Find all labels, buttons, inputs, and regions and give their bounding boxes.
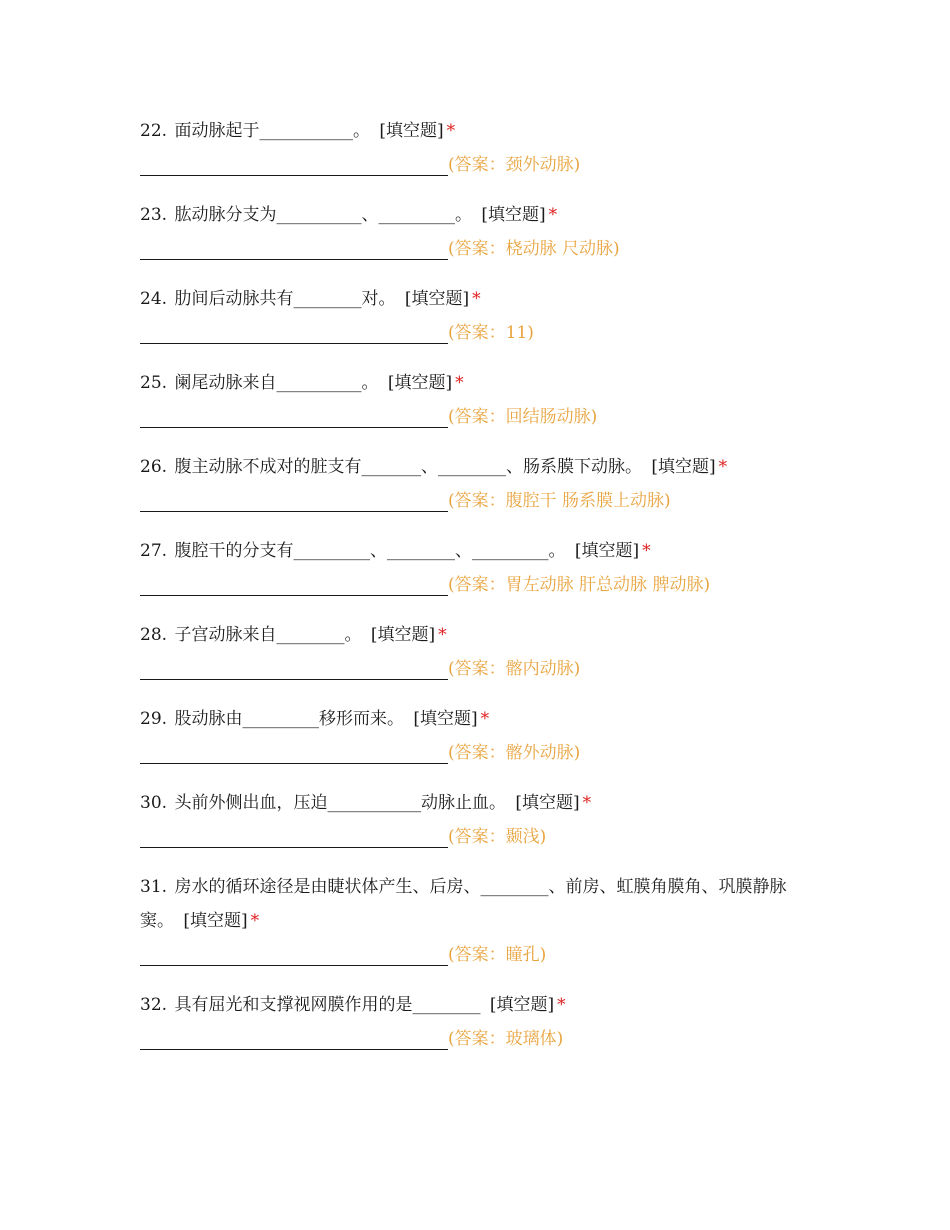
question-type-tag: [填空题] (574, 541, 640, 561)
question-number: 22. (140, 121, 168, 141)
answer-blank[interactable] (140, 487, 448, 512)
answer-blank[interactable] (140, 151, 448, 176)
answer-line (140, 1022, 820, 1056)
question-text-line (140, 282, 820, 316)
question-number: 27. (140, 541, 168, 561)
question-text-line (140, 988, 820, 1022)
answer-line (140, 232, 820, 266)
answer-text: (答案：回结肠动脉) (448, 407, 598, 427)
answer-text: (答案：髂外动脉) (448, 743, 581, 763)
answer-blank[interactable] (140, 403, 448, 428)
answer-line (140, 484, 820, 518)
answer-line (140, 148, 820, 182)
question-29 (140, 702, 820, 770)
required-mark: * (472, 289, 481, 309)
question-30 (140, 786, 820, 854)
answer-text: (答案：瞳孔) (448, 945, 547, 965)
answer-text: (答案：髂内动脉) (448, 659, 581, 679)
question-25 (140, 366, 820, 434)
required-mark: * (438, 625, 447, 645)
answer-blank[interactable] (140, 739, 448, 764)
question-text: 肱动脉分支为__________、_________。 (174, 205, 472, 225)
question-27 (140, 534, 820, 602)
question-type-tag: [填空题] (183, 911, 248, 931)
answer-blank[interactable] (140, 319, 448, 344)
question-type-tag: [填空题] (413, 709, 478, 729)
answer-blank[interactable] (140, 941, 448, 966)
question-text-line (140, 534, 820, 568)
answer-line (140, 820, 820, 854)
question-22 (140, 114, 820, 182)
answer-line (140, 938, 820, 972)
question-number: 28. (140, 625, 168, 645)
required-mark: * (446, 121, 456, 141)
question-text: 肋间后动脉共有________对。 (174, 289, 396, 309)
answer-text: (答案：腹腔干 肠系膜上动脉) (448, 491, 671, 511)
answer-text: (答案：颈外动脉) (448, 155, 581, 175)
question-text-line (140, 366, 820, 400)
question-type-tag: [填空题] (481, 205, 546, 225)
question-31 (140, 870, 820, 972)
answer-blank[interactable] (140, 1025, 448, 1050)
question-text: 腹腔干的分支有_________、________、_________。 (174, 541, 566, 561)
required-mark: * (250, 911, 260, 931)
question-text-line (140, 618, 820, 652)
question-type-tag: [填空题] (489, 995, 555, 1015)
question-type-tag: [填空题] (379, 121, 444, 141)
required-mark: * (548, 205, 558, 225)
answer-blank[interactable] (140, 235, 448, 260)
question-text: 具有屈光和支撑视网膜作用的是________ (174, 995, 481, 1015)
question-text: 腹主动脉不成对的脏支有_______、________、肠系膜下动脉。 (174, 457, 642, 477)
question-text-line (140, 870, 820, 938)
question-text: 头前外侧出血，压迫___________动脉止血。 (174, 793, 506, 813)
question-text-line (140, 786, 820, 820)
question-text-line (140, 702, 820, 736)
question-23 (140, 198, 820, 266)
question-text-line (140, 114, 820, 148)
answer-text: (答案：11) (448, 323, 534, 343)
question-text: 面动脉起于___________。 (174, 121, 370, 141)
required-mark: * (718, 457, 728, 477)
question-number: 26. (140, 457, 168, 477)
answer-text: (答案：颞浅) (448, 827, 547, 847)
question-number: 32. (140, 995, 168, 1015)
answer-blank[interactable] (140, 823, 448, 848)
question-type-tag: [填空题] (651, 457, 716, 477)
answer-line (140, 400, 820, 434)
answer-text: (答案：玻璃体) (448, 1029, 564, 1049)
question-text: 房水的循环途径是由睫状体产生、后房、________、前房、虹膜角膜角、巩膜静脉窦。 (140, 877, 787, 931)
question-text: 阑尾动脉来自__________。 (174, 373, 379, 393)
required-mark: * (480, 709, 490, 729)
question-number: 23. (140, 205, 168, 225)
question-text: 子宫动脉来自________。 (174, 625, 362, 645)
question-32 (140, 988, 820, 1056)
question-text: 股动脉由_________移形而来。 (174, 709, 404, 729)
required-mark: * (642, 541, 651, 561)
question-number: 29. (140, 709, 168, 729)
answer-line (140, 736, 820, 770)
question-number: 30. (140, 793, 168, 813)
answer-line (140, 652, 820, 686)
answer-blank[interactable] (140, 571, 448, 596)
required-mark: * (455, 373, 464, 393)
question-type-tag: [填空题] (387, 373, 453, 393)
question-type-tag: [填空题] (370, 625, 436, 645)
question-text-line (140, 198, 820, 232)
question-type-tag: [填空题] (515, 793, 580, 813)
question-text-line (140, 450, 820, 484)
answer-blank[interactable] (140, 655, 448, 680)
question-28 (140, 618, 820, 686)
answer-text: (答案：桡动脉 尺动脉) (448, 239, 620, 259)
answer-line (140, 568, 820, 602)
answer-text: (答案：胃左动脉 肝总动脉 脾动脉) (448, 575, 711, 595)
question-number: 31. (140, 877, 168, 897)
answer-line (140, 316, 820, 350)
required-mark: * (582, 793, 592, 813)
question-number: 25. (140, 373, 168, 393)
question-24 (140, 282, 820, 350)
question-number: 24. (140, 289, 168, 309)
question-type-tag: [填空题] (404, 289, 470, 309)
question-list (140, 114, 820, 1072)
required-mark: * (557, 995, 566, 1015)
question-26 (140, 450, 820, 518)
